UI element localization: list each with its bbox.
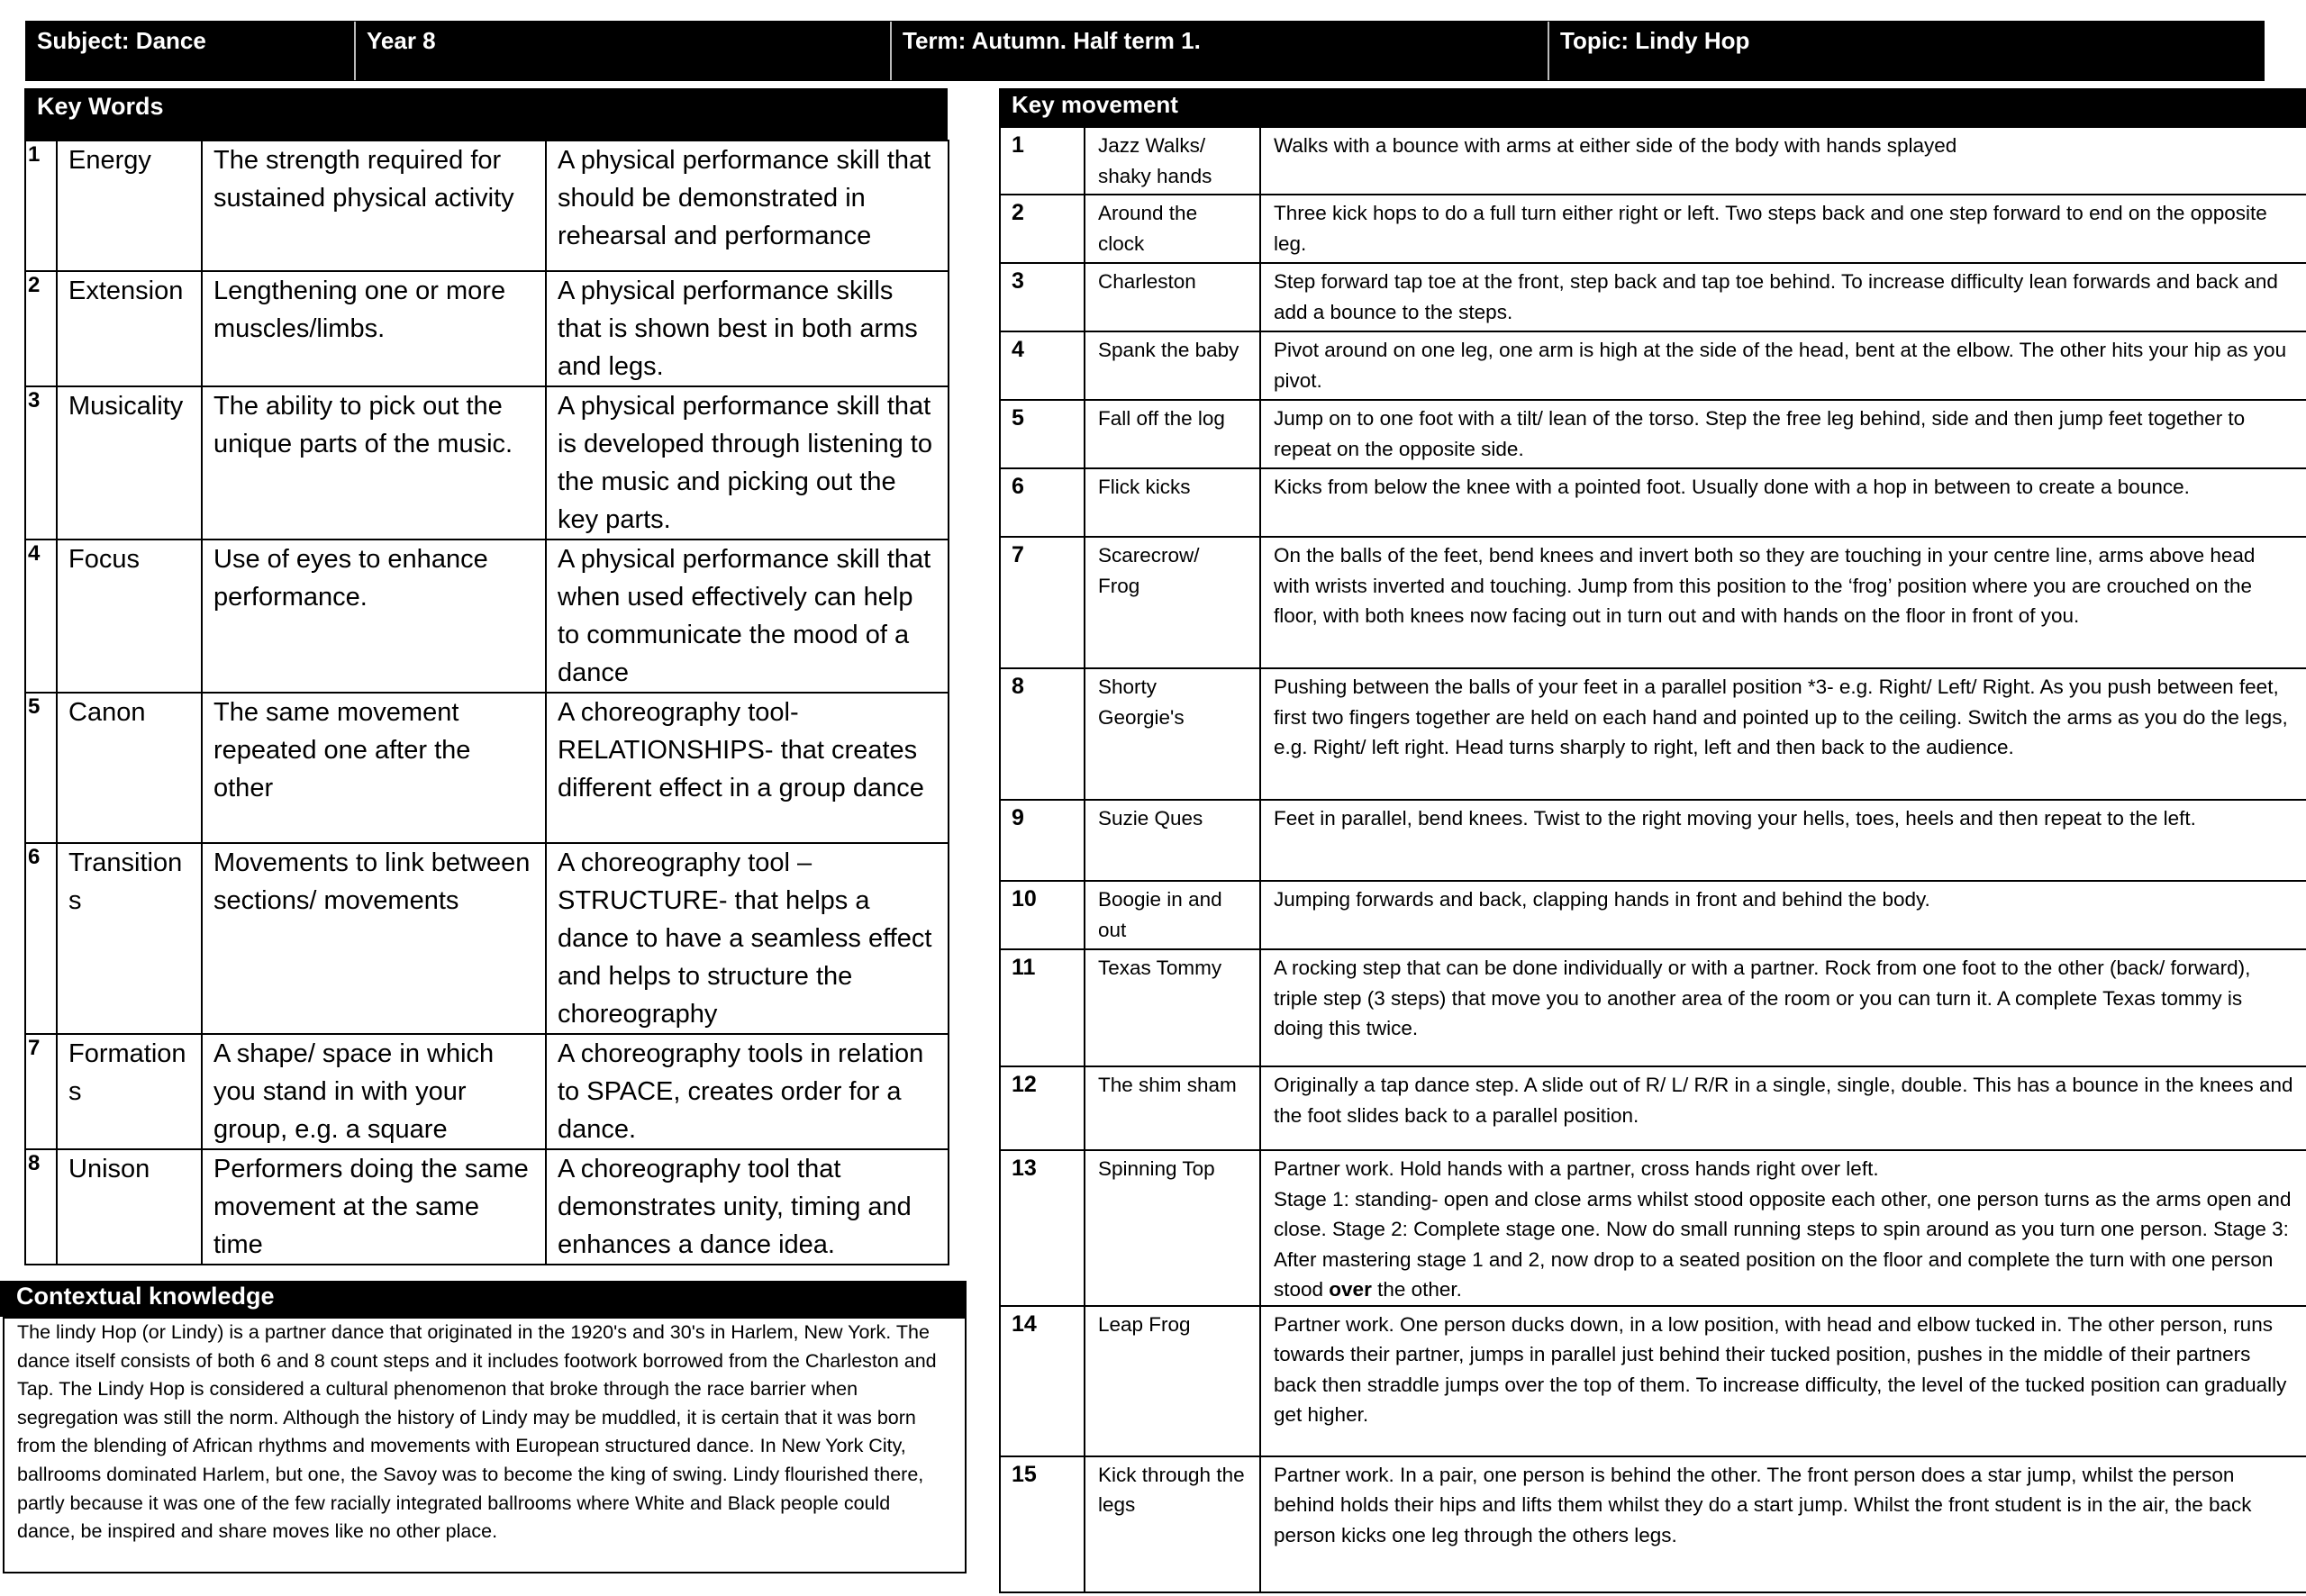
row-number: 6 (25, 843, 57, 1034)
key-word-term: Energy (57, 141, 202, 271)
row-number: 2 (25, 271, 57, 386)
movement-name: Around the clock (1085, 195, 1260, 263)
row-number: 15 (1000, 1456, 1085, 1592)
movement-description: Partner work. In a pair, one person is behind the other. The front person does a star jump, whilst the person behind holds their hips and lifts them whilst they do a start jump. Whilst the front student is in the air, the back person kicks one leg through the others legs. (1260, 1456, 2306, 1592)
key-word-explanation: A choreography tool that demonstrates unity, timing and enhances a dance idea. (546, 1149, 949, 1265)
row-number: 3 (1000, 263, 1085, 331)
movement-description: Pivot around on one leg, one arm is high at the side of the head, bent at the elbow. The other hits your hip as you pivot. (1260, 331, 2306, 400)
key-word-definition: The same movement repeated one after the other (202, 693, 546, 843)
movement-name: Texas Tommy (1085, 949, 1260, 1066)
row-number: 13 (1000, 1150, 1085, 1306)
row-number: 2 (1000, 195, 1085, 263)
table-row (1000, 1150, 2306, 1306)
key-word-definition: Use of eyes to enhance performance. (202, 540, 546, 693)
description-line: Partner work. Hold hands with a partner, cross hands right over left. (1274, 1157, 1879, 1180)
key-word-explanation: A physical performance skills that is shown best in both arms and legs. (546, 271, 949, 386)
key-word-explanation: A physical performance skill that is developed through listening to the music and picking out the key parts. (546, 386, 949, 540)
key-movement-title: Key movement (999, 88, 2306, 126)
movement-name: Suzie Ques (1085, 800, 1260, 881)
movement-description: Jump on to one foot with a tilt/ lean of the torso. Step the free leg behind, side and then jump feet together to repeat on the opposite side. (1260, 400, 2306, 468)
row-number: 7 (1000, 537, 1085, 668)
description-tail: the other. (1371, 1278, 1462, 1301)
table-row (25, 693, 949, 843)
row-number: 3 (25, 386, 57, 540)
table-row (1000, 263, 2306, 331)
subject-label: Subject: Dance (26, 22, 356, 80)
table-row (1000, 468, 2306, 537)
movement-name: Flick kicks (1085, 468, 1260, 537)
key-word-explanation: A choreography tool- RELATIONSHIPS- that creates different effect in a group dance (546, 693, 949, 843)
contextual-knowledge-title: Contextual knowledge (0, 1281, 967, 1317)
table-row (1000, 127, 2306, 195)
description-line: Stage 1: standing- open and close arms whilst stood opposite each other, one person turns as the arms open and close. Stage 2: Complete stage one. Now do small running steps to spin around as you turn one person. Stage 3: After mastering stage 1 and 2, now drop to a seated position on the floor and complete the turn with one person stood (1274, 1187, 2292, 1301)
table-row (25, 141, 949, 271)
table-row (25, 1034, 949, 1149)
table-row (1000, 949, 2306, 1066)
key-word-definition: Lengthening one or more muscles/limbs. (202, 271, 546, 386)
table-row (25, 843, 949, 1034)
row-number: 4 (25, 540, 57, 693)
movement-name: Boogie in and out (1085, 881, 1260, 949)
key-word-term: Unison (57, 1149, 202, 1265)
term-label: Term: Autumn. Half term 1. (892, 22, 1549, 80)
movement-name: Leap Frog (1085, 1306, 1260, 1456)
row-number: 11 (1000, 949, 1085, 1066)
movement-description: Feet in parallel, bend knees. Twist to the right moving your hells, toes, heels and then repeat to the left. (1260, 800, 2306, 881)
table-row (1000, 800, 2306, 881)
row-number: 12 (1000, 1066, 1085, 1150)
table-row (25, 386, 949, 540)
table-row (25, 1149, 949, 1265)
movement-name: Scarecrow/ Frog (1085, 537, 1260, 668)
movement-name: Spank the baby (1085, 331, 1260, 400)
movement-description: Partner work. One person ducks down, in a low position, with head and elbow tucked in. The other person, runs towards their partner, jumps in parallel just behind their tucked position, pushes in the middle of their partners back then straddle jumps over the top of them. To increase difficulty, the level of the tucked position can gradually get higher. (1260, 1306, 2306, 1456)
movement-name: Jazz Walks/ shaky hands (1085, 127, 1260, 195)
movement-name: Charleston (1085, 263, 1260, 331)
row-number: 8 (1000, 668, 1085, 800)
row-number: 6 (1000, 468, 1085, 537)
row-number: 4 (1000, 331, 1085, 400)
movement-name: Spinning Top (1085, 1150, 1260, 1306)
emphasis-word: over (1329, 1278, 1372, 1301)
table-row (1000, 195, 2306, 263)
table-row (1000, 537, 2306, 668)
key-word-definition: The ability to pick out the unique parts of the music. (202, 386, 546, 540)
row-number: 5 (1000, 400, 1085, 468)
row-number: 1 (1000, 127, 1085, 195)
movement-description: Pushing between the balls of your feet in a parallel position *3- e.g. Right/ Left/ Right. As you push between feet, first two fingers together are held on each hand and pointed up to the ceiling. Switch the arms as you do the legs, e.g. Right/ left right. Head turns sharply to right, left and then back to the audience. (1260, 668, 2306, 800)
movement-description: Three kick hops to do a full turn either right or left. Two steps back and one step forward to end on the opposite leg. (1260, 195, 2306, 263)
movement-name: Kick through the legs (1085, 1456, 1260, 1592)
key-word-definition: Performers doing the same movement at the same time (202, 1149, 546, 1265)
table-row (1000, 668, 2306, 800)
key-word-explanation: A choreography tools in relation to SPACE, creates order for a dance. (546, 1034, 949, 1149)
movement-description: On the balls of the feet, bend knees and invert both so they are touching in your centre line, arms above head with wrists inverted and touching. Jump from this position to the ‘frog’ position where you are crouched on the floor, with both knees now facing out in turn out and with hands on the floor in front of you. (1260, 537, 2306, 668)
row-number: 1 (25, 141, 57, 271)
table-row (25, 540, 949, 693)
movement-description (1260, 1150, 2306, 1306)
key-word-definition: The strength required for sustained physical activity (202, 141, 546, 271)
table-row (1000, 331, 2306, 400)
row-number: 5 (25, 693, 57, 843)
key-word-term: Focus (57, 540, 202, 693)
movement-description: A rocking step that can be done individually or with a partner. Rock from one foot to the other (back/ forward), triple step (3 steps) that move you to another area of the room or you can turn it. A complete Texas tommy is doing this twice. (1260, 949, 2306, 1066)
row-number: 14 (1000, 1306, 1085, 1456)
key-word-term: Extension (57, 271, 202, 386)
topic-label: Topic: Lindy Hop (1560, 27, 1750, 54)
key-word-term: Formations (57, 1034, 202, 1149)
table-row (1000, 1306, 2306, 1456)
key-word-term: Transitions (57, 843, 202, 1034)
table-row (25, 271, 949, 386)
movement-description: Originally a tap dance step. A slide out of R/ L/ R/R in a single, single, double. This has a bounce in the knees and the foot slides back to a parallel position. (1260, 1066, 2306, 1150)
key-word-explanation: A physical performance skill that should be demonstrated in rehearsal and performance (546, 141, 949, 271)
table-row (1000, 881, 2306, 949)
key-movement-table (999, 126, 2306, 1593)
table-row (1000, 400, 2306, 468)
key-word-explanation: A physical performance skill that when used effectively can help to communicate the mood of a dance (546, 540, 949, 693)
key-words-title: Key Words (24, 88, 948, 140)
movement-name: Fall off the log (1085, 400, 1260, 468)
movement-description: Jumping forwards and back, clapping hands in front and behind the body. (1260, 881, 2306, 949)
key-word-term: Canon (57, 693, 202, 843)
table-row (1000, 1066, 2306, 1150)
movement-description: Kicks from below the knee with a pointed foot. Usually done with a hop in between to create a bounce. (1260, 468, 2306, 537)
movement-description: Step forward tap toe at the front, step back and tap toe behind. To increase difficulty lean forwards and back and add a bounce to the steps. (1260, 263, 2306, 331)
row-number: 9 (1000, 800, 1085, 881)
movement-description: Walks with a bounce with arms at either side of the body with hands splayed (1260, 127, 2306, 195)
key-word-explanation: A choreography tool – STRUCTURE- that helps a dance to have a seamless effect and helps to structure the choreography (546, 843, 949, 1034)
contextual-knowledge-text: The lindy Hop (or Lindy) is a partner dance that originated in the 1920's and 30's in Harlem, New York. The dance itself consists of both 6 and 8 count steps and it includes footwork borrowed from the Charleston and Tap. The Lindy Hop is considered a cultural phenomenon that broke through the race barrier when segregation was still the norm. Although the history of Lindy may be muddled, it is certain that it was born from the blending of African rhythms and movements with European structured dance. In New York City, ballrooms dominated Harlem, but one, the Savoy was to become the king of swing. Lindy flourished there, partly because it was one of the few racially integrated ballrooms where White and Black people could dance, be inspired and share moves like no other place. (3, 1317, 967, 1573)
movement-name: The shim sham (1085, 1066, 1260, 1150)
row-number: 7 (25, 1034, 57, 1149)
row-number: 10 (1000, 881, 1085, 949)
row-number: 8 (25, 1149, 57, 1265)
key-word-definition: Movements to link between sections/ movements (202, 843, 546, 1034)
table-row (1000, 1456, 2306, 1592)
key-words-table (24, 140, 949, 1265)
key-word-definition: A shape/ space in which you stand in with your group, e.g. a square (202, 1034, 546, 1149)
key-word-term: Musicality (57, 386, 202, 540)
year-label: Year 8 (356, 22, 892, 80)
header-bar (25, 21, 2265, 81)
movement-name: Shorty Georgie's (1085, 668, 1260, 800)
